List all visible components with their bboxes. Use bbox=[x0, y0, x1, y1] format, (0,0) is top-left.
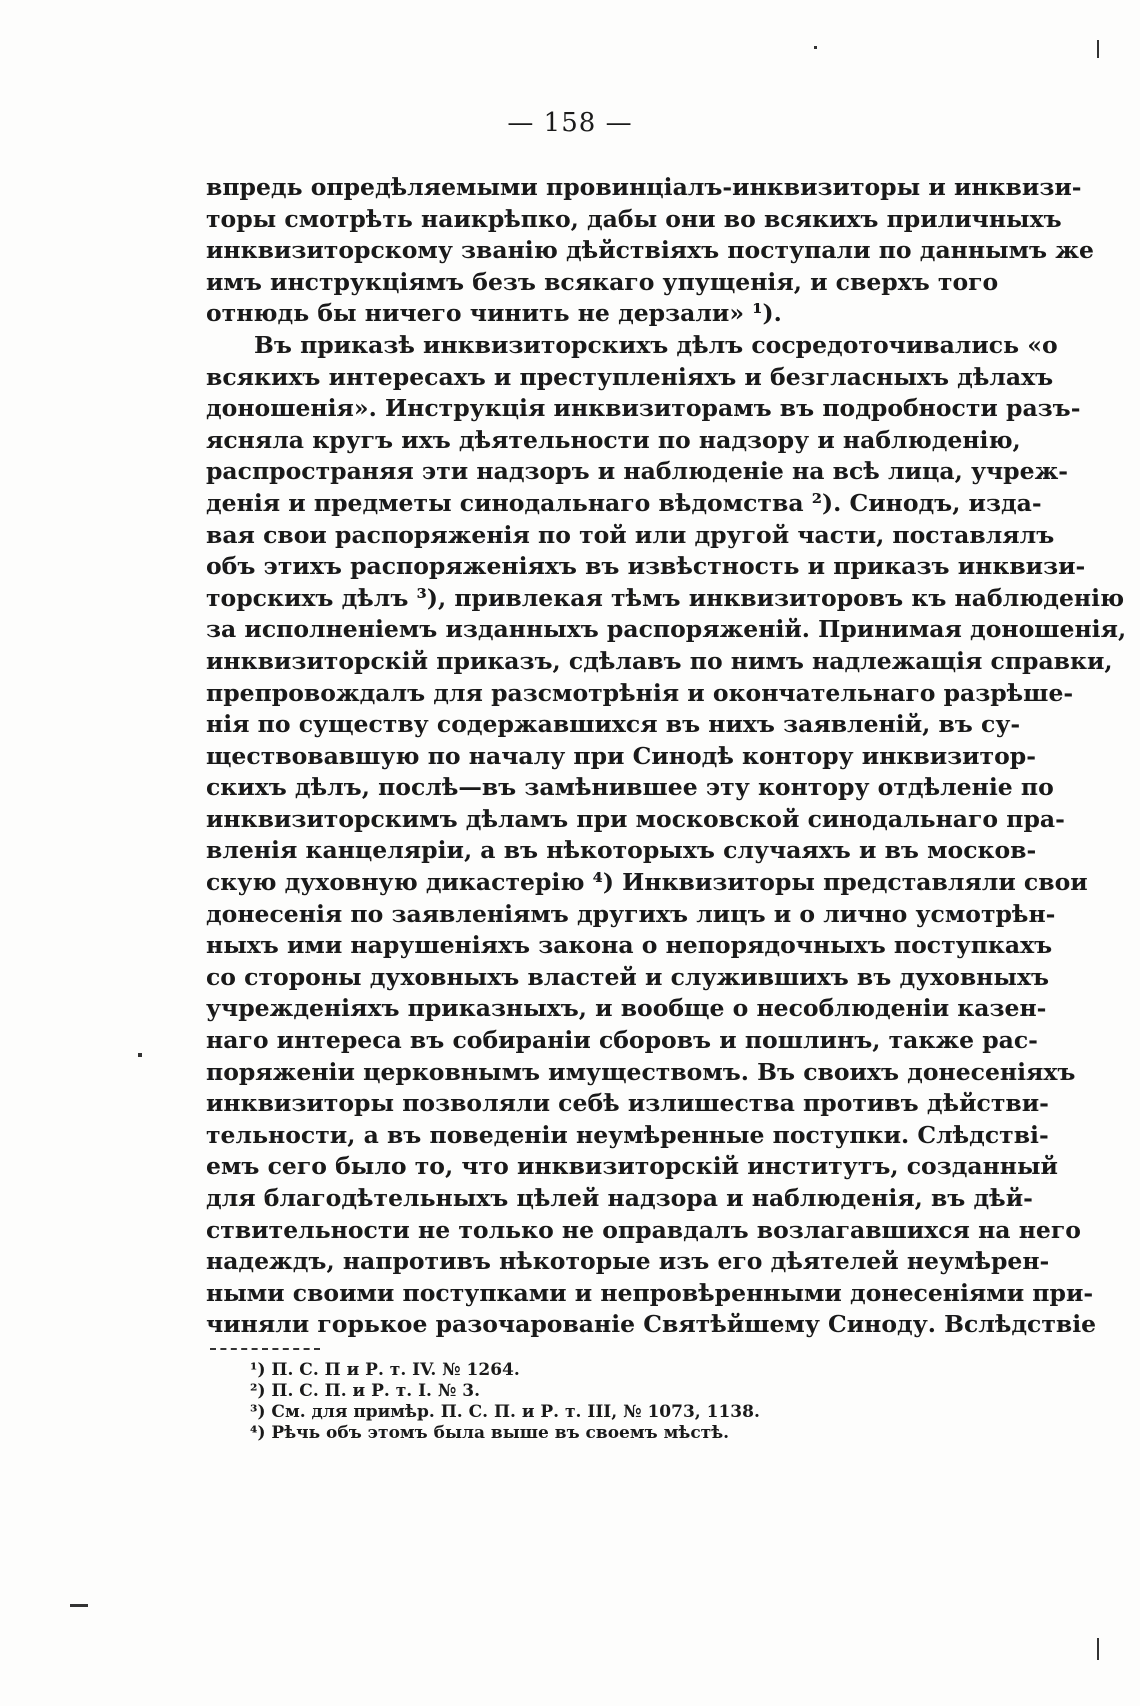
footnote: ²) П. С. П. и Р. т. I. № 3. bbox=[250, 1381, 481, 1401]
paragraph-2 bbox=[206, 330, 1127, 1341]
footnote: ¹) П. С. П и Р. т. IV. № 1264. bbox=[250, 1360, 520, 1380]
text-line: ществовавшую по началу при Синодѣ контору инквизитор- bbox=[206, 741, 1036, 770]
text-line: за исполненіемъ изданныхъ распоряженій. Принимая доношенія, bbox=[206, 615, 1127, 644]
text-line: надеждъ, напротивъ нѣкоторые изъ его дѣятелей неумѣрен- bbox=[206, 1247, 1050, 1276]
text-line: денія и предметы синодальнаго вѣдомства ²). Синодъ, изда- bbox=[206, 488, 1042, 517]
text-line: чиняли горькое разочарованіе Святѣйшему Синоду. Вслѣдствіе bbox=[206, 1310, 1097, 1339]
text-line: препровождалъ для разсмотрѣнія и окончательнаго разрѣше- bbox=[206, 678, 1074, 707]
footnote: ³) См. для примѣр. П. С. П. и Р. т. III, № 1073, 1138. bbox=[250, 1402, 760, 1422]
text-line: распространяя эти надзоръ и наблюденіе на всѣ лица, учреж- bbox=[206, 457, 1069, 486]
text-line: ясняла кругъ ихъ дѣятельности по надзору и наблюденію, bbox=[206, 425, 1021, 454]
scan-mark bbox=[1097, 1638, 1099, 1660]
footnotes bbox=[250, 1360, 950, 1444]
text-line: имъ инструкціямъ безъ всякаго упущенія, и сверхъ того bbox=[206, 267, 999, 296]
text-line: учрежденіяхъ приказныхъ, и вообще о несоблюденіи казен- bbox=[206, 994, 1047, 1023]
text-line: тельности, а въ поведеніи неумѣренные поступки. Слѣдстві- bbox=[206, 1120, 1049, 1149]
scan-mark bbox=[1097, 40, 1099, 58]
text-line: ствительности не только не оправдалъ возлагавшихся на него bbox=[206, 1215, 1081, 1244]
text-line: всякихъ интересахъ и преступленіяхъ и безгласныхъ дѣлахъ bbox=[206, 362, 1054, 391]
text-line: Въ приказѣ инквизиторскихъ дѣлъ сосредоточивались «о bbox=[254, 330, 1058, 359]
text-line: инквизиторскимъ дѣламъ при московской синодальнаго пра- bbox=[206, 804, 1065, 833]
text-line: емъ сего было то, что инквизиторскій институтъ, созданный bbox=[206, 1152, 1058, 1181]
footnote-divider bbox=[210, 1348, 320, 1350]
scan-mark bbox=[138, 1053, 142, 1057]
text-line: для благодѣтельныхъ цѣлей надзора и наблюденія, въ дѣй- bbox=[206, 1184, 1033, 1212]
text-line: ными своими поступками и непровѣренными донесеніями при- bbox=[206, 1278, 1094, 1307]
text-line: впредь опредѣляемыми провинціалъ-инквизиторы и инквизи- bbox=[206, 173, 1082, 201]
text-line: инквизиторы позволяли себѣ излишества противъ дѣйстви- bbox=[206, 1089, 1049, 1118]
page-number: — 158 — bbox=[507, 108, 633, 138]
footnote: ⁴) Рѣчь объ этомъ была выше въ своемъ мѣстѣ. bbox=[250, 1423, 730, 1443]
text-line: торы смотрѣть наикрѣпко, дабы они во всякихъ приличныхъ bbox=[206, 204, 1062, 233]
text-line: доношенія». Инструкція инквизиторамъ въ подробности разъ- bbox=[206, 394, 1081, 423]
text-line: инквизиторскій приказъ, сдѣлавъ по нимъ надлежащія справки, bbox=[206, 646, 1113, 675]
text-line: поряженіи церковнымъ имуществомъ. Въ своихъ донесеніяхъ bbox=[206, 1057, 1076, 1086]
text-line: ныхъ ими нарушеніяхъ закона о непорядочныхъ поступкахъ bbox=[206, 931, 1053, 960]
scan-mark bbox=[814, 46, 817, 49]
text-line: со стороны духовныхъ властей и служившихъ въ духовныхъ bbox=[206, 962, 1049, 991]
text-line: нія по существу содержавшихся въ нихъ заявленій, въ су- bbox=[206, 710, 1021, 739]
text-line: донесенія по заявленіямъ другихъ лицъ и о лично усмотрѣн- bbox=[206, 899, 1056, 928]
text-line: вленія канцеляріи, а въ нѣкоторыхъ случаяхъ и въ москов- bbox=[206, 836, 1037, 865]
text-line: наго интереса въ собираніи сборовъ и пошлинъ, также рас- bbox=[206, 1026, 1038, 1055]
paragraph-1 bbox=[206, 172, 1094, 330]
text-line: отнюдь бы ничего чинить не дерзали» ¹). bbox=[206, 299, 782, 328]
scan-mark bbox=[70, 1604, 88, 1607]
text-line: вая свои распоряженія по той или другой части, поставлялъ bbox=[206, 520, 1055, 549]
text-line: торскихъ дѣлъ ³), привлекая тѣмъ инквизиторовъ къ наблюденію bbox=[206, 583, 1125, 612]
text-line: скихъ дѣлъ, послѣ—въ замѣнившее эту контору отдѣленіе по bbox=[206, 773, 1054, 802]
body-text bbox=[206, 172, 1127, 1341]
text-line: инквизиторскому званію дѣйствіяхъ поступали по даннымъ же bbox=[206, 236, 1094, 265]
text-line: объ этихъ распоряженіяхъ въ извѣстность и приказъ инквизи- bbox=[206, 552, 1086, 581]
text-line: скую духовную дикастерію ⁴) Инквизиторы представляли свои bbox=[206, 868, 1088, 897]
